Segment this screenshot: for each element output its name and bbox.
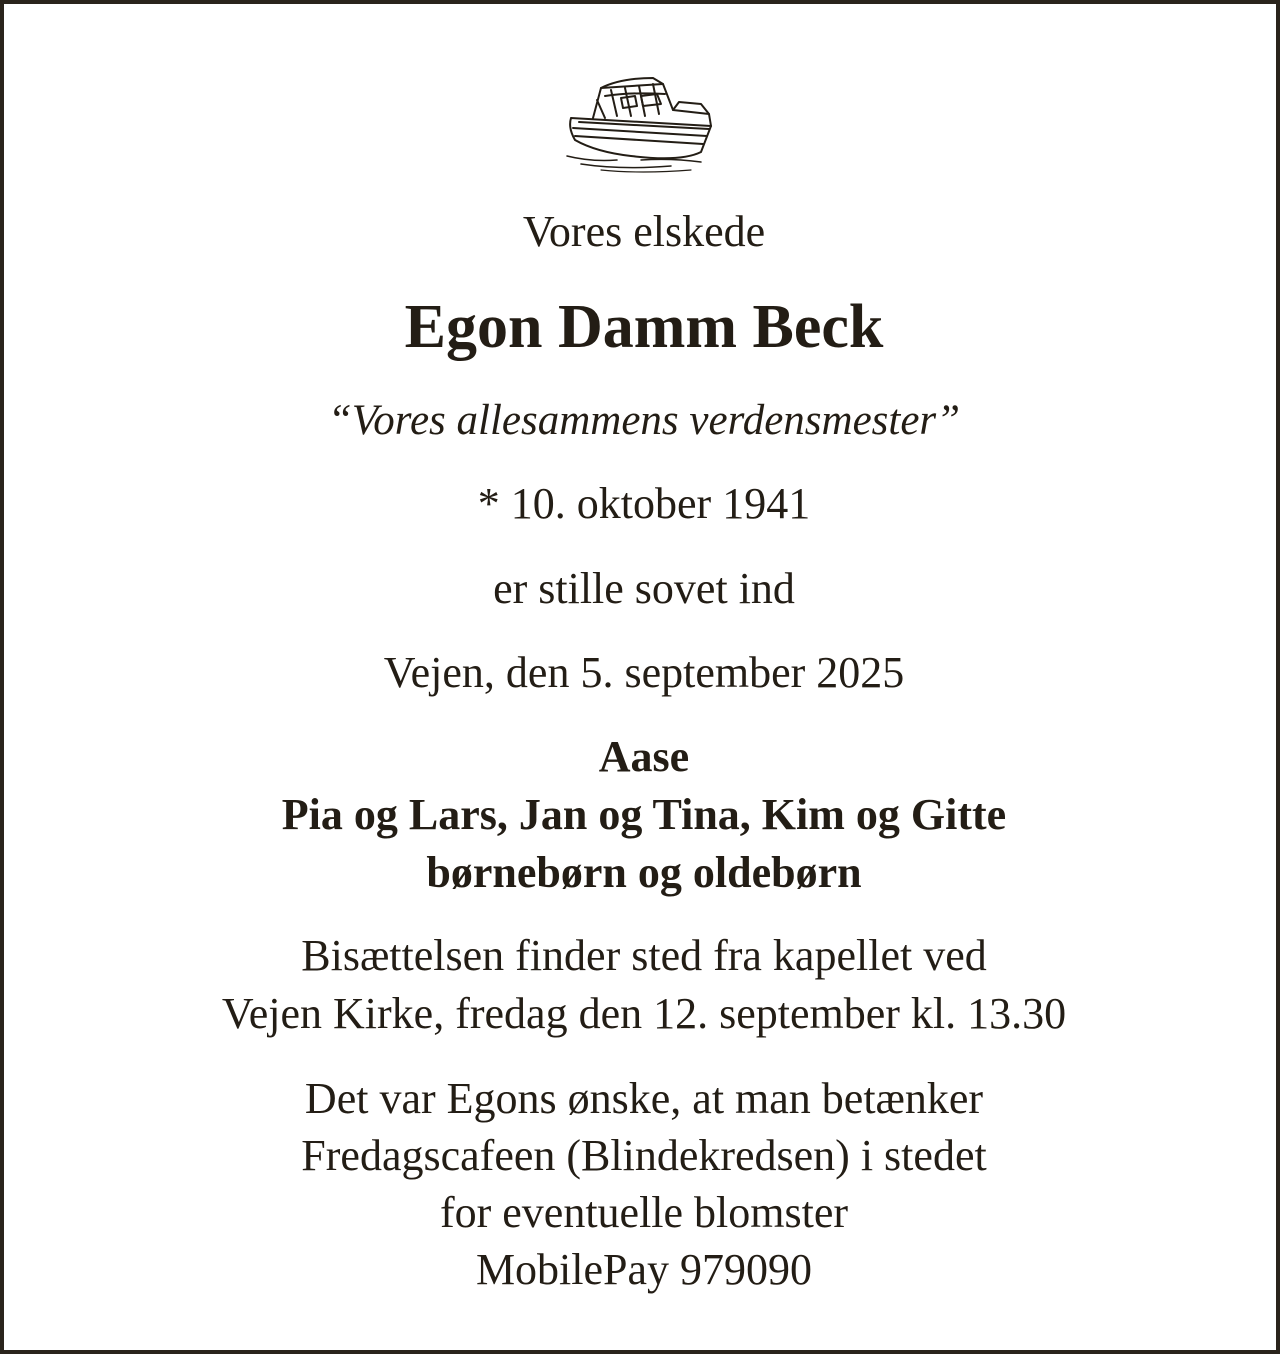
family-signatures: [4, 732, 1280, 909]
funeral-line: Bisættelsen finder sted fra kapellet ved: [301, 931, 987, 980]
wish-line: for eventuelle blomster: [439, 1188, 849, 1237]
funeral-info: [4, 931, 1280, 1050]
place-date: Vejen, den 5. september 2025: [383, 648, 905, 697]
intro-text: Vores elskede: [522, 207, 766, 256]
wish-line: Fredagscafeen (Blindekredsen) i stedet: [301, 1131, 987, 1180]
boat-icon: [561, 66, 726, 174]
donation-wish: [4, 1074, 1280, 1305]
deceased-name: Egon Damm Beck: [404, 293, 884, 361]
funeral-line: Vejen Kirke, fredag den 12. september kl. 13.30: [221, 989, 1067, 1038]
memorial-quote: “Vores allesammens verdensmester”: [327, 397, 961, 444]
family-line: børnebørn og oldebørn: [426, 848, 862, 897]
birth-date: * 10. oktober 1941: [477, 479, 811, 528]
wish-line: Det var Egons ønske, at man betænker: [304, 1074, 984, 1123]
family-line: Pia og Lars, Jan og Tina, Kim og Gitte: [281, 790, 1007, 839]
mobilepay-number: MobilePay 979090: [475, 1245, 813, 1294]
passing-text: er stille sovet ind: [493, 564, 795, 613]
family-line: Aase: [598, 732, 690, 781]
